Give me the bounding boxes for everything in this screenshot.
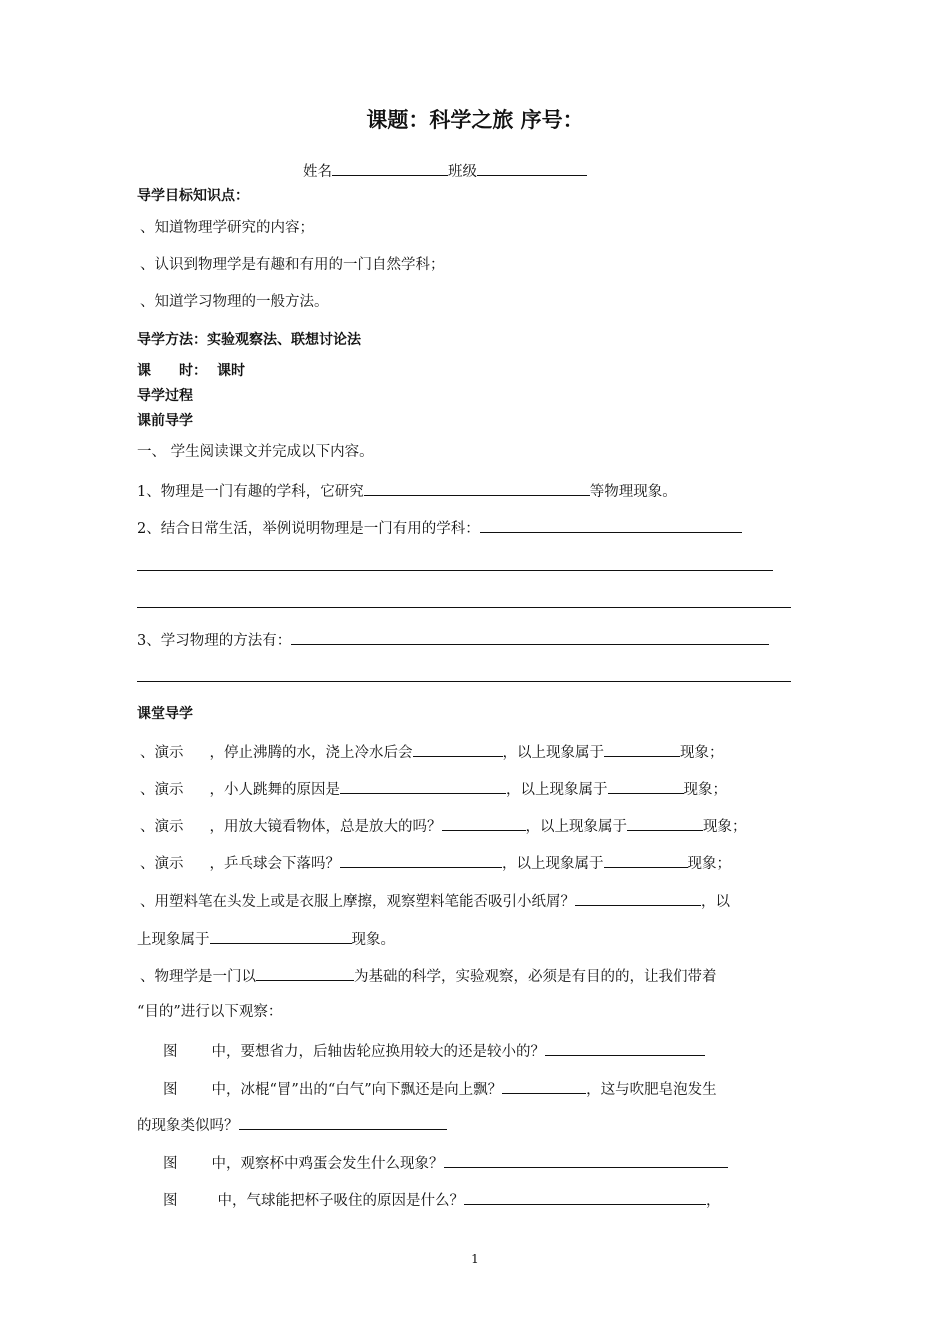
student-info-line	[303, 160, 587, 182]
answer-blank[interactable]	[413, 741, 503, 757]
method-line: 导学方法：实验观察法、联想讨论法	[137, 332, 361, 348]
demo-1: 、演示 ，停止沸腾的水，浇上冷水后会 ，以上现象属于 现象；	[140, 741, 724, 763]
question-2: 2、结合日常生活，举例说明物理是一门有用的学科：	[137, 517, 742, 539]
period-label: 课 时：	[137, 363, 207, 379]
answer-blank[interactable]	[604, 741, 680, 757]
answer-blank[interactable]	[627, 815, 703, 831]
page-title: 课题：科学之旅 序号：	[366, 108, 584, 132]
pen-question-cont: 上现象属于 现象。	[137, 928, 395, 950]
demo-2: 、演示 ，小人跳舞的原因是 ，以上现象属于 现象；	[140, 778, 727, 800]
period-line	[137, 361, 245, 381]
answer-blank[interactable]	[608, 778, 684, 794]
figure-question-3: 图 中，观察杯中鸡蛋会发生什么现象？	[163, 1152, 728, 1174]
class-label: 班级	[448, 164, 477, 180]
answer-blank[interactable]	[256, 965, 354, 981]
objectives-heading: 导学目标知识点：	[137, 188, 249, 204]
answer-blank[interactable]	[444, 1152, 728, 1168]
question-1: 1、物理是一门有趣的学科，它研究 等物理现象。	[137, 480, 677, 502]
answer-blank[interactable]	[575, 890, 701, 906]
answer-blank[interactable]	[442, 815, 526, 831]
question-3: 3、学习物理的方法有：	[137, 629, 769, 651]
objective-item: 、认识到物理学是有趣和有用的一门自然学科；	[140, 257, 445, 273]
physics-statement-cont: “目的”进行以下观察：	[137, 1004, 283, 1020]
answer-blank[interactable]	[502, 1078, 586, 1094]
prelesson-heading: 课前导学	[137, 413, 193, 429]
class-blank[interactable]	[477, 160, 587, 176]
answer-blank[interactable]	[545, 1040, 705, 1056]
demo-4: 、演示 ，乒乓球会下落吗？ ，以上现象属于 现象；	[140, 852, 731, 874]
period-value: 课时	[217, 363, 245, 379]
physics-statement: 、物理学是一门以 为基础的科学，实验观察，必须是有目的的，让我们带着	[140, 965, 717, 987]
answer-blank[interactable]	[480, 517, 742, 533]
figure-question-1: 图 中，要想省力，后轴齿轮应换用较大的还是较小的？	[163, 1040, 705, 1062]
pen-question: 、用塑料笔在头发上或是衣服上摩擦，观察塑料笔能否吸引小纸屑？ ，以	[140, 890, 730, 912]
objective-item: 、知道物理学研究的内容；	[140, 220, 314, 236]
figure-question-4: 图 中，气球能把杯子吸住的原因是什么？ ，	[163, 1189, 721, 1211]
demo-3: 、演示 ，用放大镜看物体，总是放大的吗？ ，以上现象属于 现象；	[140, 815, 747, 837]
answer-blank[interactable]	[340, 778, 506, 794]
answer-line[interactable]	[137, 607, 791, 608]
classroom-heading: 课堂导学	[137, 706, 193, 722]
answer-blank[interactable]	[364, 480, 590, 496]
prelesson-intro: 一、 学生阅读课文并完成以下内容。	[137, 444, 374, 460]
process-heading: 导学过程	[137, 388, 193, 404]
answer-line[interactable]	[137, 681, 791, 682]
answer-blank[interactable]	[340, 852, 502, 868]
figure-question-2: 图 中，冰棍“冒”出的“白气”向下飘还是向上飘？ ，这与吹肥皂泡发生	[163, 1078, 717, 1100]
page-number: 1	[471, 1252, 479, 1266]
answer-blank[interactable]	[239, 1114, 447, 1130]
objective-item: 、知道学习物理的一般方法。	[140, 294, 329, 310]
answer-blank[interactable]	[210, 928, 352, 944]
answer-line[interactable]	[137, 570, 773, 571]
name-blank[interactable]	[332, 160, 448, 176]
answer-blank[interactable]	[604, 852, 688, 868]
answer-blank[interactable]	[464, 1189, 706, 1205]
figure-question-2-cont: 的现象类似吗？	[137, 1114, 447, 1136]
answer-blank[interactable]	[291, 629, 769, 645]
name-label: 姓名	[303, 164, 332, 180]
